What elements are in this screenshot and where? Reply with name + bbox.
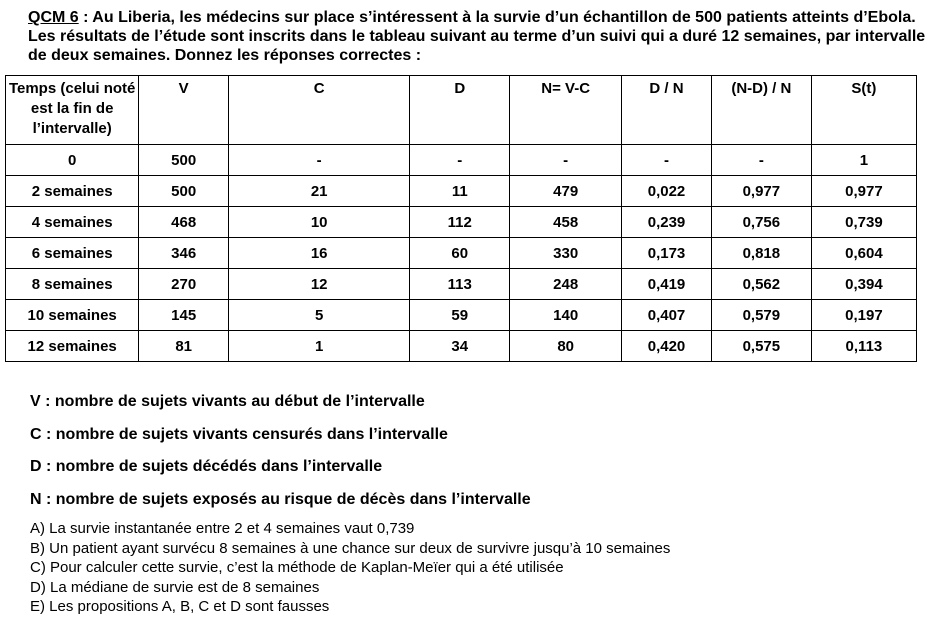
table-cell: 12 semaines xyxy=(6,331,139,362)
table-cell: 6 semaines xyxy=(6,238,139,269)
proposition-b: B) Un patient ayant survécu 8 semaines à une chance sur deux de survivre jusqu’à 10 semaines xyxy=(30,539,671,557)
definition-n: N : nombre de sujets exposés au risque de décès dans l’intervalle xyxy=(30,490,531,508)
definition-v: V : nombre de sujets vivants au début de l’intervalle xyxy=(30,393,425,410)
proposition-a: A) La survie instantanée entre 2 et 4 semaines vaut 0,739 xyxy=(30,520,415,537)
table-cell: 0,579 xyxy=(711,300,811,331)
table-cell: 34 xyxy=(410,331,510,362)
table-header-row xyxy=(6,76,917,145)
table-cell: - xyxy=(622,145,712,176)
definition-c: C : nombre de sujets vivants censurés dans l’intervalle xyxy=(30,425,448,443)
table-cell: 0,173 xyxy=(622,238,712,269)
table-row xyxy=(6,331,917,362)
table-cell: 0,977 xyxy=(811,176,916,207)
table-cell: 113 xyxy=(410,269,510,300)
definitions-list xyxy=(30,392,531,522)
table-cell: 270 xyxy=(139,269,229,300)
header-cell: V xyxy=(139,76,229,145)
question-intro xyxy=(28,8,933,65)
table-row xyxy=(6,207,917,238)
table-cell: 0,575 xyxy=(711,331,811,362)
header-cell: C xyxy=(228,76,409,145)
table-cell: 8 semaines xyxy=(6,269,139,300)
table-cell: 468 xyxy=(139,207,229,238)
table-row xyxy=(6,300,917,331)
table-cell: 10 semaines xyxy=(6,300,139,331)
table-cell: 0,197 xyxy=(811,300,916,331)
table-cell: 0 xyxy=(6,145,139,176)
table-cell: 0,739 xyxy=(811,207,916,238)
table-cell: 0,756 xyxy=(711,207,811,238)
survival-table xyxy=(5,75,917,362)
table-cell: 500 xyxy=(139,145,229,176)
table-cell: 0,977 xyxy=(711,176,811,207)
table-cell: 0,113 xyxy=(811,331,916,362)
table-cell: 11 xyxy=(410,176,510,207)
header-cell: D / N xyxy=(622,76,712,145)
table-row xyxy=(6,269,917,300)
question-label: QCM 6 xyxy=(28,9,79,26)
table-cell: 0,394 xyxy=(811,269,916,300)
table-cell: 80 xyxy=(510,331,622,362)
table-cell: 140 xyxy=(510,300,622,331)
header-cell: S(t) xyxy=(811,76,916,145)
table-cell: 0,562 xyxy=(711,269,811,300)
header-cell: D xyxy=(410,76,510,145)
proposition-d: D) La médiane de survie est de 8 semaines xyxy=(30,578,320,596)
table-cell: 500 xyxy=(139,176,229,207)
table-cell: - xyxy=(510,145,622,176)
table-row xyxy=(6,238,917,269)
table-cell: 0,419 xyxy=(622,269,712,300)
table-cell: 21 xyxy=(228,176,409,207)
definition-d: D : nombre de sujets décédés dans l’intervalle xyxy=(30,458,383,475)
table-cell: 10 xyxy=(228,207,409,238)
table-cell: 81 xyxy=(139,331,229,362)
table-cell: 4 semaines xyxy=(6,207,139,238)
table-cell: 112 xyxy=(410,207,510,238)
table-cell: 0,604 xyxy=(811,238,916,269)
table-cell: 0,818 xyxy=(711,238,811,269)
table-cell: - xyxy=(410,145,510,176)
table-row xyxy=(6,145,917,176)
table-cell: 0,022 xyxy=(622,176,712,207)
table-cell: 16 xyxy=(228,238,409,269)
table-cell: 0,239 xyxy=(622,207,712,238)
table-cell: 5 xyxy=(228,300,409,331)
table-cell: - xyxy=(711,145,811,176)
header-cell: Temps (celui noté est la fin de l’intervalle) xyxy=(6,76,139,145)
table-cell: 346 xyxy=(139,238,229,269)
table-cell: 479 xyxy=(510,176,622,207)
table-cell: 1 xyxy=(228,331,409,362)
table-cell: 145 xyxy=(139,300,229,331)
table-cell: 330 xyxy=(510,238,622,269)
table-cell: 0,407 xyxy=(622,300,712,331)
table-cell: 12 xyxy=(228,269,409,300)
table-cell: 1 xyxy=(811,145,916,176)
table-cell: 59 xyxy=(410,300,510,331)
propositions-list xyxy=(30,519,670,617)
table-row xyxy=(6,176,917,207)
table-cell: - xyxy=(228,145,409,176)
header-cell: (N-D) / N xyxy=(711,76,811,145)
question-text: : Au Liberia, les médecins sur place s’intéressent à la survie d’un échantillon de 500 patients atteints d’Ebola. Les résultats de l’étude sont inscrits dans le tableau suivant au terme d’un suivi qui a duré 12 semaines, par intervalle de deux semaines. Donnez les réponses correctes : xyxy=(28,9,926,64)
header-cell: N= V-C xyxy=(510,76,622,145)
table-cell: 248 xyxy=(510,269,622,300)
table-cell: 60 xyxy=(410,238,510,269)
table-cell: 458 xyxy=(510,207,622,238)
table-cell: 0,420 xyxy=(622,331,712,362)
proposition-c: C) Pour calculer cette survie, c’est la méthode de Kaplan-Meïer qui a été utilisée xyxy=(30,559,564,576)
table-cell: 2 semaines xyxy=(6,176,139,207)
proposition-e: E) Les propositions A, B, C et D sont fausses xyxy=(30,598,330,615)
